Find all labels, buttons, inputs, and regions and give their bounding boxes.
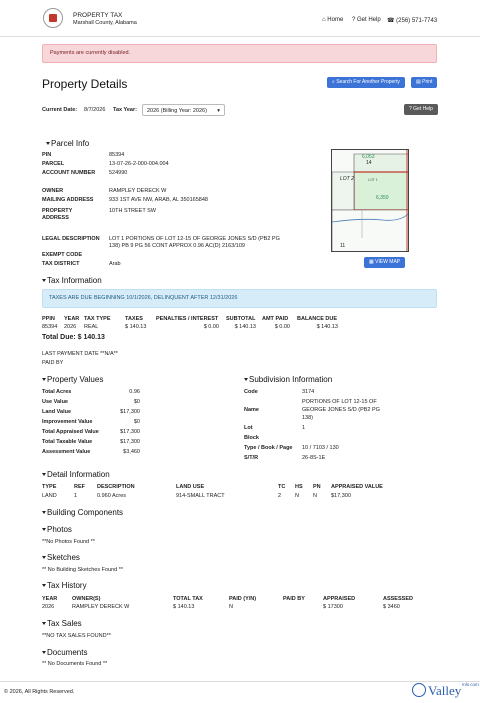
valley-logo-icon — [412, 683, 426, 697]
tax-cell: REAL — [84, 324, 99, 330]
detail-cell: N — [313, 493, 317, 499]
view-map-button[interactable]: ▦ VIEW MAP — [364, 257, 405, 268]
paid-by: PAID BY — [42, 360, 64, 366]
no-photos-text: **No Photos Found ** — [42, 539, 95, 545]
get-help-button[interactable]: ? Get Help — [404, 104, 438, 115]
history-column-header: OWNER(S) — [72, 596, 101, 602]
parcel-map-graphic — [332, 150, 409, 252]
block-label: Block — [244, 435, 259, 441]
tax-column-header: PENALTIES / INTEREST — [156, 316, 219, 322]
history-column-header: YEAR — [42, 596, 58, 602]
subdivision-code-label: Code — [244, 389, 258, 395]
nav-home[interactable]: ⌂ Home — [322, 17, 344, 23]
property-value-amount: $17,300 — [120, 409, 140, 415]
history-column-header: TOTAL TAX — [173, 596, 203, 602]
building-components-heading[interactable]: Building Components — [42, 508, 123, 517]
tax-cell: 2026 — [64, 324, 77, 330]
site-title[interactable]: PROPERTY TAX — [73, 12, 123, 19]
subdivision-name-line: PORTIONS OF LOT 12-15 OF — [302, 399, 377, 405]
history-cell: N — [229, 604, 233, 610]
parcel-field-label: PIN — [42, 152, 52, 158]
property-value-label: Improvement Value — [42, 419, 93, 425]
detail-cell: 914-SMALL TRACT — [176, 493, 225, 499]
property-value-label: Total Appraised Value — [42, 429, 99, 435]
tax-sales-heading[interactable]: Tax Sales — [42, 619, 82, 628]
property-value-label: Assessment Value — [42, 449, 91, 455]
history-cell: $ 140.13 — [173, 604, 195, 610]
subdivision-heading[interactable]: Subdivision Information — [244, 375, 332, 384]
county-seal-logo[interactable] — [43, 8, 63, 28]
tax-column-header: TAX TYPE — [84, 316, 111, 322]
subdivision-name-label: Name — [244, 407, 259, 413]
subdivision-name-line: 138) — [302, 415, 314, 421]
tax-cell: $ 0.00 — [203, 324, 219, 330]
total-due: Total Due: $ 140.13 — [42, 334, 105, 341]
history-column-header: ASSESSED — [383, 596, 413, 602]
home-icon: ⌂ — [322, 17, 326, 23]
search-another-button[interactable]: ⌕ Search For Another Property — [327, 77, 405, 88]
caret-down-icon — [42, 511, 46, 514]
tax-column-header: YEAR — [64, 316, 80, 322]
parcel-field-value: 10TH STREET SW — [109, 208, 156, 214]
property-value-label: Total Taxable Value — [42, 439, 93, 445]
history-cell: RAMPLEY DERECK W — [72, 604, 130, 610]
map-label: 14 — [366, 160, 372, 166]
site-subtitle: Marshall County, Alabama — [73, 20, 137, 26]
property-value-amount: $17,300 — [120, 439, 140, 445]
parcel-field-label: PARCEL — [42, 161, 65, 167]
property-value-label: Land Value — [42, 409, 72, 415]
detail-column-header: DESCRIPTION — [97, 484, 135, 490]
map-label: 6,053 — [362, 154, 375, 160]
parcel-field-label: MAILING ADDRESS — [42, 197, 94, 203]
tax-column-header: AMT PAID — [262, 316, 289, 322]
current-date-label: Current Date: — [42, 107, 78, 113]
copyright: © 2026, All Rights Reserved. — [4, 689, 75, 695]
tax-cell: $ 0.00 — [274, 324, 290, 330]
caret-down-icon — [42, 528, 46, 531]
page-title: Property Details — [42, 77, 128, 91]
detail-column-header: APPRAISED VALUE — [331, 484, 383, 490]
detail-column-header: LAND USE — [176, 484, 205, 490]
parcel-field-value: Arab — [109, 261, 121, 267]
property-value-amount: $0 — [133, 399, 140, 405]
property-value-amount: $3,460 — [123, 449, 140, 455]
chevron-down-icon: ▾ — [217, 108, 220, 114]
valley-logo-suffix: mls.com — [462, 682, 479, 687]
detail-info-heading[interactable]: Detail Information — [42, 470, 110, 479]
caret-down-icon — [46, 142, 50, 145]
parcel-field-value: 524990 — [109, 170, 128, 176]
map-label: 11 — [340, 243, 346, 249]
history-column-header: PAID (Y/N) — [229, 596, 257, 602]
property-value-amount: $17,300 — [120, 429, 140, 435]
detail-cell: 0.960 Acres — [97, 493, 127, 499]
property-value-label: Use Value — [42, 399, 68, 405]
detail-column-header: REF — [74, 484, 85, 490]
parcel-field-label: PROPERTY — [42, 208, 73, 214]
caret-down-icon — [42, 622, 46, 625]
parcel-field-value: RAMPLEY DERECK W — [109, 188, 167, 194]
parcel-field-label: OWNER — [42, 188, 64, 194]
detail-column-header: TC — [278, 484, 286, 490]
property-value-label: Total Acres — [42, 389, 72, 395]
subdivision-code: 3174 — [302, 389, 315, 395]
type-book-page-label: Type / Book / Page — [244, 445, 293, 451]
tax-column-header: TAXES — [125, 316, 143, 322]
no-documents-text: ** No Documents Found ** — [42, 661, 108, 667]
tax-column-header: PPIN — [42, 316, 55, 322]
caret-down-icon — [42, 279, 46, 282]
caret-down-icon — [42, 651, 46, 654]
str-value: 26-8S-1E — [302, 455, 326, 461]
no-sketches-text: ** No Building Sketches Found ** — [42, 567, 124, 573]
help-icon: ? — [352, 17, 356, 23]
caret-down-icon — [42, 556, 46, 559]
parcel-field-value: 13-07-26-2-000-004.004 — [109, 161, 169, 167]
detail-column-header: TYPE — [42, 484, 57, 490]
property-value-amount: $0 — [133, 419, 140, 425]
parcel-field-label: ACCOUNT NUMBER — [42, 170, 96, 176]
site-header — [0, 0, 480, 37]
map-label: LOT 2 — [340, 176, 354, 182]
caret-down-icon — [42, 378, 46, 381]
history-column-header: APPRAISED — [323, 596, 356, 602]
detail-cell: 2 — [278, 493, 282, 499]
valleymls-logo[interactable] — [412, 681, 479, 703]
tax-cell: $ 140.13 — [316, 324, 338, 330]
caret-down-icon — [42, 473, 46, 476]
detail-cell: LAND — [42, 493, 57, 499]
property-values-heading[interactable]: Property Values — [42, 375, 103, 384]
map-icon: ▦ — [369, 259, 374, 265]
tax-cell: 85394 — [42, 324, 58, 330]
payments-disabled-alert: Payments are currently disabled. — [42, 44, 437, 63]
tax-column-header: SUBTOTAL — [226, 316, 256, 322]
lot-label: Lot — [244, 425, 253, 431]
parcel-field-label: ADDRESS — [42, 215, 69, 221]
parcel-field-value: 138) PB 9 PG 56 CONT APPROX 0.96 AC(D) 2163/109 — [109, 243, 245, 249]
history-cell: 2026 — [42, 604, 55, 610]
parcel-field-value: LOT 1 PORTIONS OF LOT 12-15 OF GEORGE JONES S/D (PB2 PG — [109, 236, 280, 242]
detail-cell: $17,300 — [331, 493, 351, 499]
sketches-heading[interactable]: Sketches — [42, 553, 80, 562]
tax-due-notice: TAXES ARE DUE BEGINNING 10/1/2026, DELINQUENT AFTER 12/31/2026 — [42, 289, 437, 308]
property-value-amount: 0.96 — [129, 389, 140, 395]
search-icon: ⌕ — [332, 79, 335, 85]
history-cell: $ 17300 — [323, 604, 343, 610]
parcel-field-label: EXEMPT CODE — [42, 252, 83, 258]
parcel-field-label: TAX DISTRICT — [42, 261, 80, 267]
detail-cell: N — [295, 493, 299, 499]
tax-info-heading[interactable]: Tax Information — [42, 276, 102, 285]
detail-cell: 1 — [74, 493, 78, 499]
no-tax-sales-text: **NO TAX SALES FOUND** — [42, 633, 111, 639]
caret-down-icon — [42, 584, 46, 587]
documents-heading[interactable]: Documents — [42, 648, 87, 657]
map-label: LOT 1 — [368, 178, 378, 182]
print-icon: ▤ — [416, 79, 421, 85]
lot-value: 1 — [302, 425, 306, 431]
tax-column-header: BALANCE DUE — [297, 316, 338, 322]
nav-help[interactable]: ? Get Help — [352, 17, 381, 23]
parcel-field-label: LEGAL DESCRIPTION — [42, 236, 100, 242]
type-book-page-value: 10 / 7103 / 130 — [302, 445, 339, 451]
parcel-field-value: 933 1ST AVE NW, ARAB, AL 350165848 — [109, 197, 208, 203]
detail-column-header: HS — [295, 484, 303, 490]
detail-column-header: PN — [313, 484, 321, 490]
str-label: S/T/R — [244, 455, 259, 461]
subdivision-name-line: GEORGE JONES S/D (PB2 PG — [302, 407, 380, 413]
parcel-info-heading[interactable]: Parcel Info — [46, 139, 89, 148]
history-cell: $ 3460 — [383, 604, 400, 610]
current-date-value: 8/7/2026 — [84, 107, 106, 113]
tax-cell: $ 140.13 — [125, 324, 147, 330]
nav-phone[interactable]: ☎ (256) 571-7743 — [387, 18, 438, 24]
print-button[interactable]: ▤ Print — [411, 77, 437, 88]
map-label: 6,350 — [376, 195, 389, 201]
tax-year-select[interactable]: 2026 (Billing Year: 2026) ▾ — [142, 104, 225, 116]
last-payment-date: LAST PAYMENT DATE **N/A** — [42, 351, 118, 357]
tax-cell: $ 140.13 — [234, 324, 256, 330]
parcel-map[interactable] — [331, 149, 409, 252]
site-footer — [0, 681, 480, 703]
photos-heading[interactable]: Photos — [42, 525, 72, 534]
phone-icon: ☎ — [387, 18, 395, 24]
history-column-header: PAID BY — [283, 596, 305, 602]
tax-year-label: Tax Year: — [113, 107, 137, 113]
caret-down-icon — [244, 378, 248, 381]
tax-history-heading[interactable]: Tax History — [42, 581, 87, 590]
valley-logo-text: Valley — [428, 683, 462, 698]
help-icon: ? — [409, 106, 412, 112]
parcel-field-value: 85394 — [109, 152, 125, 158]
